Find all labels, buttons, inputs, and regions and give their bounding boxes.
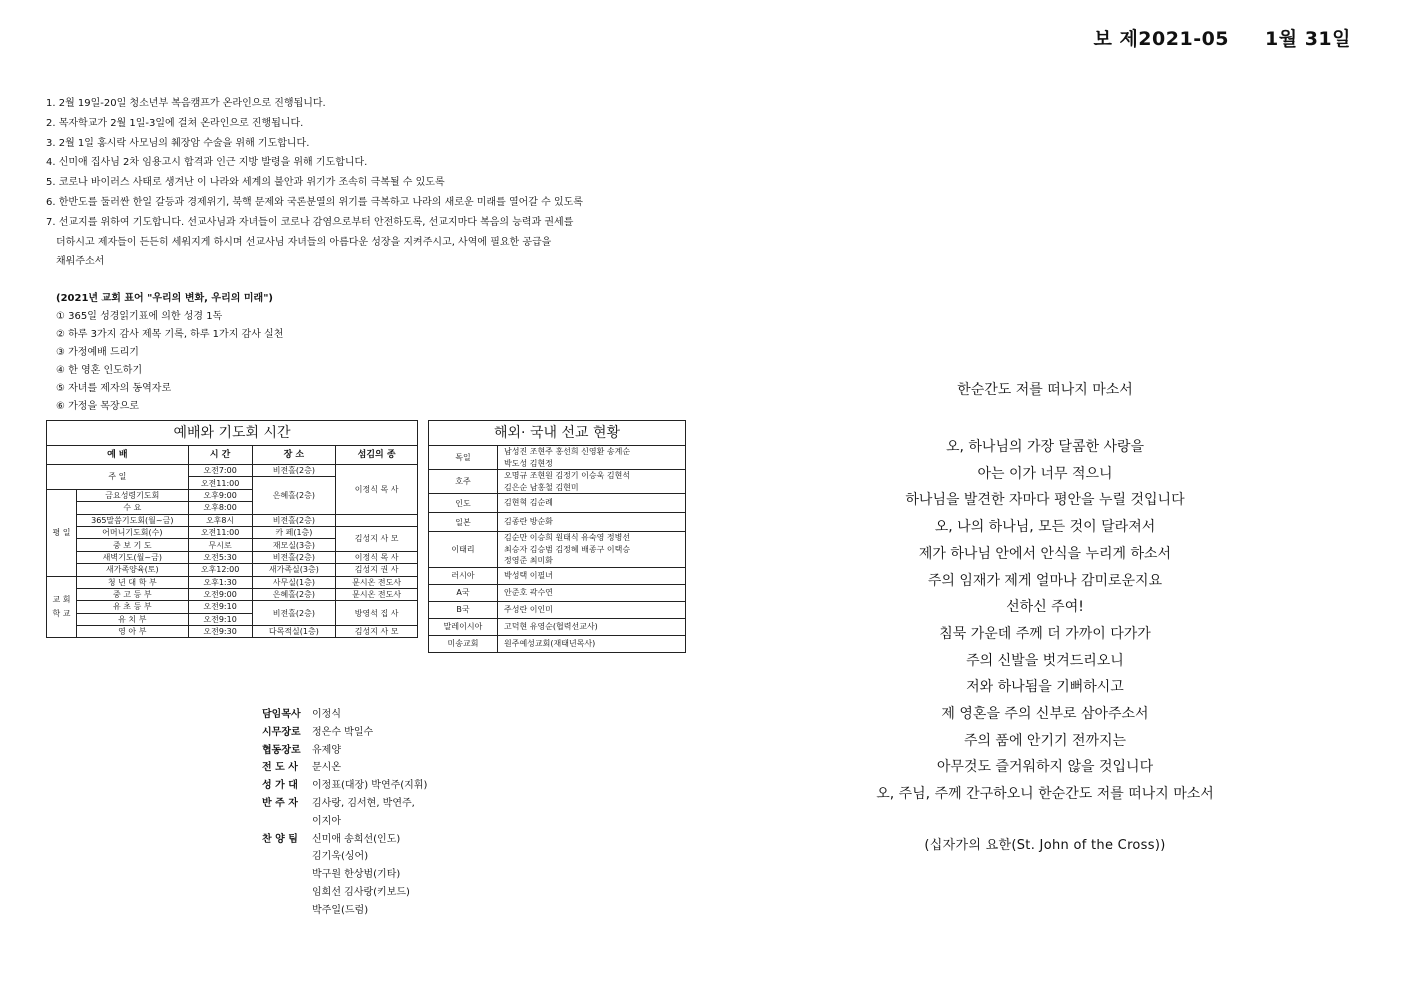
staff-value: 유제양 (312, 744, 341, 756)
poem-line: 제가 하나님 안에서 안식을 누리게 하소서 (918, 545, 1172, 562)
mission-names: 박성택 이필녀 (498, 567, 686, 584)
mission-region: 호주 (429, 470, 498, 494)
place-cell: 비전홀(2층) (252, 551, 336, 563)
place-cell: 비전홀(2층) (252, 465, 336, 477)
place-cell: 은혜홀(2층) (252, 477, 336, 514)
time-cell: 오전11:00 (188, 477, 252, 489)
poem-line: 주의 품에 안기기 전까지는 (963, 732, 1127, 749)
service-name: 금요성령기도회 (76, 489, 188, 501)
time-cell: 오전9:10 (188, 613, 252, 625)
leader-cell: 김성지 권 사 (336, 564, 418, 576)
sunday-label: 주 일 (47, 465, 189, 490)
mission-names: 안준호 곽수연 (498, 584, 686, 601)
place-cell: 비전홀(2층) (252, 601, 336, 626)
header-place: 장 소 (252, 446, 336, 465)
worship-schedule-table (46, 420, 418, 638)
time-cell: 오후12:00 (188, 564, 252, 576)
leader-cell: 이정식 목 사 (336, 465, 418, 515)
staff-row (262, 795, 427, 831)
service-name: 새가족양육(토) (76, 564, 188, 576)
leader-cell: 김성지 사 모 (336, 526, 418, 551)
time-cell: 오후8:00 (188, 502, 252, 514)
leader-cell: 김성지 사 모 (336, 626, 418, 638)
leader-cell: 이정식 목 사 (336, 551, 418, 563)
service-name: 새벽기도(월~금) (76, 551, 188, 563)
staff-row (262, 742, 427, 760)
announcement-item: 4. 신미애 집사님 2차 임용고시 합격과 인근 지방 발령을 위해 기도합니다. (46, 157, 368, 169)
mission-region: 일본 (429, 513, 498, 532)
staff-row (262, 724, 427, 742)
service-name: 청 년 대 학 부 (76, 576, 188, 588)
place-cell: 비전홀(2층) (252, 514, 336, 526)
poem-body (700, 434, 1390, 808)
mission-region: 이태리 (429, 532, 498, 568)
staff-value: 이정표(대장) 박연주(지휘) (312, 780, 428, 792)
staff-row (262, 777, 427, 795)
announcement-item: 1. 2월 19일-20일 청소년부 복음캠프가 온라인으로 진행됩니다. (46, 98, 326, 109)
staff-label: 담임목사 (262, 709, 301, 720)
service-name: 수 요 (76, 502, 188, 514)
mission-names: 주성란 이인미 (498, 601, 686, 618)
issue-header (1093, 24, 1351, 51)
issue-number: 보 제2021-05 (1093, 28, 1230, 50)
poem-line: 아는 이가 너무 적으니 (977, 465, 1113, 482)
service-name: 중 보 기 도 (76, 539, 188, 551)
announcement-item: 6. 한반도를 둘러싼 한일 갈등과 경제위기, 북핵 문제와 국론분열의 위기를 극복하고 나라의 새로운 미래를 열어갈 수 있도록 (46, 196, 583, 208)
motto-item: ③ 가정예배 드리기 (56, 347, 139, 358)
motto-item: ① 365일 성경읽기표에 의한 성경 1독 (56, 311, 223, 322)
time-cell: 오전5:30 (188, 551, 252, 563)
staff-row (262, 706, 427, 724)
time-cell: 오후9:00 (188, 489, 252, 501)
place-cell: 새가족실(3층) (252, 564, 336, 576)
header-service: 예 배 (47, 446, 189, 465)
time-cell: 오전11:00 (188, 526, 252, 538)
church-school-label: 교 회 학 교 (47, 576, 77, 638)
place-cell: 카 페(1층) (252, 526, 336, 538)
mission-table-title: 해외· 국내 선교 현황 (429, 421, 686, 446)
time-cell: 오후8시 (188, 514, 252, 526)
poem-line: 아무것도 즐거워하지 않을 것입니다 (936, 759, 1154, 776)
motto-item: ⑤ 자녀를 제자의 동역자로 (56, 383, 172, 394)
staff-value: 이정식 (312, 709, 341, 720)
mission-region: 미송교회 (429, 635, 498, 652)
motto-item: ⑥ 가정을 목장으로 (56, 401, 139, 412)
announcement-item: 3. 2월 1일 홍시락 사모님의 췌장암 수술을 위해 기도합니다. (46, 137, 310, 149)
mission-names: 김종란 방순화 (498, 513, 686, 532)
poem-line: 오, 하나님의 가장 달콤한 사랑을 (945, 439, 1145, 455)
poem-line: 주의 신발을 벗겨드리오니 (966, 652, 1124, 669)
poem-line: 침묵 가운데 주께 더 가까이 다가가 (939, 625, 1151, 642)
poem-line: 하나님을 발견한 자마다 평안을 누릴 것입니다 (905, 492, 1185, 509)
mission-region: 독일 (429, 446, 498, 470)
church-staff-list (262, 706, 427, 920)
place-cell: 사무실(1층) (252, 576, 336, 588)
staff-label: 협동장로 (262, 744, 301, 756)
poem-line: 선하신 주여! (1006, 599, 1084, 616)
leader-cell: 문시온 전도사 (336, 576, 418, 588)
poem-title: 한순간도 저를 떠나지 마소서 (957, 382, 1133, 398)
poem-line: 주의 임재가 제게 얼마나 감미로운지요 (927, 572, 1163, 589)
weekday-label: 평 일 (47, 489, 77, 576)
announcement-item: 7. 선교지를 위하여 기도합니다. 선교사님과 자녀들이 코로나 감염으로부터 안전하도록, 선교지마다 복음의 능력과 권세를 (46, 216, 574, 228)
time-cell: 오전9:00 (188, 588, 252, 600)
mission-names: 김현혁 김순례 (498, 494, 686, 513)
staff-value: 박주일(드럼) (312, 904, 369, 916)
place-cell: 재모실(3층) (252, 539, 336, 551)
staff-label: 시무장로 (262, 726, 301, 738)
announcement-continuation: 채워주소서 (56, 256, 105, 268)
staff-label: 전 도 사 (262, 762, 298, 774)
mission-names: 오명규 조현원 김정기 이승욱 김현석 김은순 남홍철 김현미 (498, 470, 686, 494)
poem-line: 저와 하나됨을 기뻐하시고 (966, 679, 1124, 696)
worship-table-title: 예배와 기도회 시간 (47, 421, 418, 446)
motto-title: (2021년 교회 표어 "우리의 변화, 우리의 미래") (56, 293, 273, 304)
time-cell: 무시로 (188, 539, 252, 551)
leader-cell: 문시온 전도사 (336, 588, 418, 600)
motto-item: ④ 한 영혼 인도하기 (56, 365, 143, 376)
mission-names: 김순만 이승희 원태식 유숙영 정병선 최승자 김승범 김정혜 배종구 이택승 정영준 최미화 (498, 532, 686, 568)
mission-region: A국 (429, 584, 498, 601)
mission-status-table (428, 420, 686, 653)
service-name: 중 고 등 부 (76, 588, 188, 600)
mission-names: 남성진 조현주 홍선희 신영환 송계순 박도성 김현정 (498, 446, 686, 470)
mission-names: 고덕현 유영순(협력선교사) (498, 618, 686, 635)
motto-item: ② 하루 3가지 감사 제목 기록, 하루 1가지 감사 실천 (56, 329, 284, 340)
announcements (46, 94, 686, 272)
staff-value: 임희선 김사랑(키보드) (312, 886, 410, 898)
church-motto (56, 290, 283, 416)
header-leader: 섬김의 종 (336, 446, 418, 465)
poem-source: (십자가의 요한(St. John of the Cross)) (924, 837, 1166, 853)
staff-value: 문시온 (312, 762, 341, 774)
service-name: 어머니기도회(수) (76, 526, 188, 538)
poem-line: 오, 주님, 주께 간구하오니 한순간도 저를 떠나지 마소서 (876, 786, 1214, 803)
announcement-item: 5. 코로나 바이러스 사태로 생겨난 이 나라와 세계의 불안과 위기가 조속히 극복될 수 있도록 (46, 177, 445, 189)
time-cell: 오전9:10 (188, 601, 252, 613)
service-name: 영 아 부 (76, 626, 188, 638)
mission-region: 인도 (429, 494, 498, 513)
issue-date: 1월 31일 (1265, 28, 1351, 50)
announcement-item: 2. 목자학교가 2월 1일-3일에 걸쳐 온라인으로 진행됩니다. (46, 117, 304, 129)
leader-cell: 방영석 집 사 (336, 601, 418, 626)
staff-label: 찬 양 팀 (262, 833, 298, 845)
time-cell: 오전9:30 (188, 626, 252, 638)
place-cell: 은혜홀(2층) (252, 588, 336, 600)
staff-value: 박구원 한상범(기타) (312, 869, 401, 881)
poem-section (700, 378, 1390, 853)
staff-label: 반 주 자 (262, 797, 298, 809)
poem-line: 제 영혼을 주의 신부로 삼아주소서 (941, 706, 1149, 723)
time-cell: 오후1:30 (188, 576, 252, 588)
staff-label: 성 가 대 (262, 780, 298, 792)
announcement-continuation: 더하시고 제자들이 든든히 세워지게 하시며 선교사님 자녀들의 아름다운 성장을 지켜주시고, 사역에 필요한 공급을 (56, 236, 552, 248)
staff-value: 신미애 송희선(인도) (312, 833, 401, 845)
time-cell: 오전7:00 (188, 465, 252, 477)
staff-row (262, 831, 427, 920)
service-name: 유 치 부 (76, 613, 188, 625)
place-cell: 다목적실(1층) (252, 626, 336, 638)
staff-value: 정은수 박일수 (312, 726, 374, 738)
leader-cell-empty (336, 514, 418, 526)
service-name: 365말씀기도회(월~금) (76, 514, 188, 526)
staff-row (262, 759, 427, 777)
poem-line: 오, 나의 하나님, 모든 것이 달라져서 (934, 519, 1156, 536)
mission-region: B국 (429, 601, 498, 618)
mission-names: 원주예성교회(재태년목사) (498, 635, 686, 652)
service-name: 유 초 등 부 (76, 601, 188, 613)
mission-region: 러시아 (429, 567, 498, 584)
staff-value: 김기욱(싱어) (312, 851, 369, 863)
mission-region: 말레이시아 (429, 618, 498, 635)
staff-value: 이지아 (312, 815, 341, 827)
staff-value: 김사랑, 김서현, 박연주, (312, 797, 415, 809)
header-time: 시 간 (188, 446, 252, 465)
